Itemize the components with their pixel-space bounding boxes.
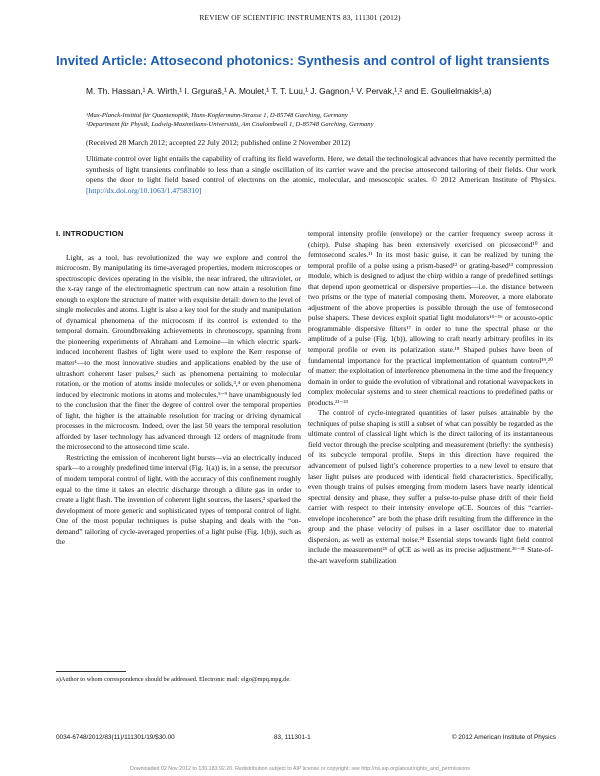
affiliation-2: ²Department für Physik, Ludwig-Maximilians-Universität, Am Coulombwall 1, D-85748 Garching, Germany bbox=[86, 121, 374, 128]
footer-copyright: © 2012 American Institute of Physics bbox=[451, 734, 556, 741]
left-paragraph-1: Light, as a tool, has revolutionized the way we explore and control the microcosm. By manipulating its time-averaged properties, modern microscopes or spectroscopic devices operating in the visible, the near infrared, the ultraviolet, or the x-ray range of the electromagnetic spectrum can now attain a resolution fine enough to explore the structure of matter with exquisite detail: down to the level of single molecules and atoms. Light is also a key tool for the study and manipulation of dynamical phenomena of the microcosm if its control is extended to the temporal domain. Groundbreaking achievements in chronoscopy, spanning from the pioneering experiments of Abraham and Lemoine—in which electric spark-induced incoherent flashes of light were used to explore the Kerr response of matter¹—to the most innovative studies and applications enabled by the use of ultrashort coherent laser pulses,² such as phenomena pertaining to molecular rotation, or the motion of atoms inside molecules or solids,³,⁴ or even phenomena induced by electronic motions in atoms and molecules,⁵⁻⁹ have unambiguously led to the conclusion that the finer the degree of control over the temporal properties of light, the higher is the attainable resolution for tracing or driving dynamical processes in the microcosm. Indeed, over the last 50 years the temporal resolution afforded by laser technology has advanced through 12 orders of magnitude from the microsecond to the attosecond time scale. bbox=[56, 252, 301, 452]
left-paragraph-2: Restricting the emission of incoherent light bursts—via an electrically induced spark—to a roughly predefined time interval (Fig. 1(a)) is, in a sense, the precursor of modern temporal control of light, with the accuracy of this confinement roughly equal to the time it takes an electric discharge through a dilute gas in order to create a light flash. The invention of coherent light sources, the lasers,² sparked the development of more generic and sophisticated types of temporal control of light. One of the most popular techniques is pulse shaping and deals with the “on-demand” tailoring of cycle-averaged properties of a light pulse (Fig. 1(b)), such as the bbox=[56, 452, 301, 547]
abstract bbox=[86, 154, 556, 196]
author-list: M. Th. Hassan,¹ A. Wirth,¹ I. Grguraš,¹ A. Moulet,¹ T. T. Luu,¹ J. Gagnon,¹ V. Pervak,¹,² and E. Goulielmakis¹,a) bbox=[86, 86, 492, 96]
running-head: REVIEW OF SCIENTIFIC INSTRUMENTS 83, 111301 (2012) bbox=[199, 13, 401, 22]
download-notice: Downloaded 02 Nov 2012 to 130.183.92.20. Redistribution subject to AIP license or copyright; see http://rsi.aip.org/about/rights_and_permissions bbox=[130, 766, 470, 772]
received-dates: (Received 28 March 2012; accepted 22 July 2012; published online 2 November 2012) bbox=[86, 138, 351, 147]
left-column bbox=[56, 229, 301, 548]
right-paragraph-1: temporal intensity profile (envelope) or the carrier frequency sweep across it (chirp). Pulse shaping has been extensively exercised on picosecond¹⁰ and femtosecond scales.¹¹ In its most basic guise, it can be realized by tuning the temporal profile of a pulse using a prism-based¹² or grating-based¹³ compression module, which is designed to adjust the chirp within a range of predefined settings that depend upon geometrical or dispersive properties—i.e. the distance between two prisms or the type of material composing them. Moreover, a more elaborate adjustment of the above properties is possible through the use of femtosecond pulse shapers. These devices exploit spatial light modulators¹⁴⁻¹⁶ or acousto-optic programmable dispersive filters¹⁷ in order to tune the spectral phase or the amplitude of a pulse (Fig. 1(b)), allowing to craft nearly arbitrary profiles in its temporal profile or even its polarization state.¹⁸ Shaped pulses have been of fundamental importance for the practical implementation of quantum control¹⁹,²⁰ of matter: the exploitation of interference phenomena in the time and the frequency domain in order to guide the evolution of vibrational and rotational wavepackets in complex molecular systems and to steer chemical reactions to predefined paths or products.²¹⁻²³ bbox=[308, 229, 553, 407]
right-paragraph-2: The control of cycle-integrated quantities of laser pulses attainable by the techniques of pulse shaping is still a subset of what can possibly be regarded as the ultimate control of classical light which is the direct tailoring of its instantaneous field vector through the precise sculpting and measurement (briefly: the synthesis) of its subcycle temporal profile. Steps in this direction have required the advancement of pulsed light’s coherence properties to a new level to ensure that laser light pulses are produced with identical field characteristics. Specifically, even though trains of pulses emerging from modern lasers have nearly identical spectral density and phase, they suffer a pulse-to-pulse phase drift of their field carrier with respect to their intensity envelope φCE. Sources of this “carrier-envelope incoherence” are both the phase drift resulting from the difference in the group and the phase velocity of pulses in a laser oscillator due to material dispersion, as well as external noise.²⁴ Essential steps towards light field control include the measurement²⁵ of φCE as well as its precise adjustment.²⁶⁻³¹ State-of-the-art waveform stabilization bbox=[308, 408, 553, 565]
footnote-rule bbox=[56, 671, 126, 672]
section-heading: I. INTRODUCTION bbox=[56, 229, 124, 238]
doi-link[interactable]: [http://dx.doi.org/10.1063/1.4758310] bbox=[86, 185, 202, 195]
footer-issn: 0034-6748/2012/83(11)/111301/19/$30.00 bbox=[56, 734, 175, 741]
abstract-text: Ultimate control over light entails the capability of crafting its field waveform. Here, we detail the technological advances that have recently permitted the synthesis of light transients confinable to less than a single oscillation of its carrier wave and the precise attosecond tailoring of their fields. Our work opens the door to light field based control of electrons on the atomic, molecular, and mesoscopic scales. © 2012 American Institute of Physics. bbox=[86, 154, 556, 185]
affiliations bbox=[86, 111, 556, 129]
affiliation-1: ¹Max-Planck-Institut für Quantenoptik, Hans-Kopfermann-Strasse 1, D-85748 Garching, Germany bbox=[86, 112, 348, 119]
correspondence-footnote: a)Author to whom correspondence should be addressed. Electronic mail: elgo@mpq.mpg.de. bbox=[56, 676, 291, 683]
right-column bbox=[308, 229, 553, 567]
article-title: Invited Article: Attosecond photonics: Synthesis and control of light transients bbox=[56, 53, 550, 68]
footer-page-number: 83, 111301-1 bbox=[274, 734, 311, 741]
